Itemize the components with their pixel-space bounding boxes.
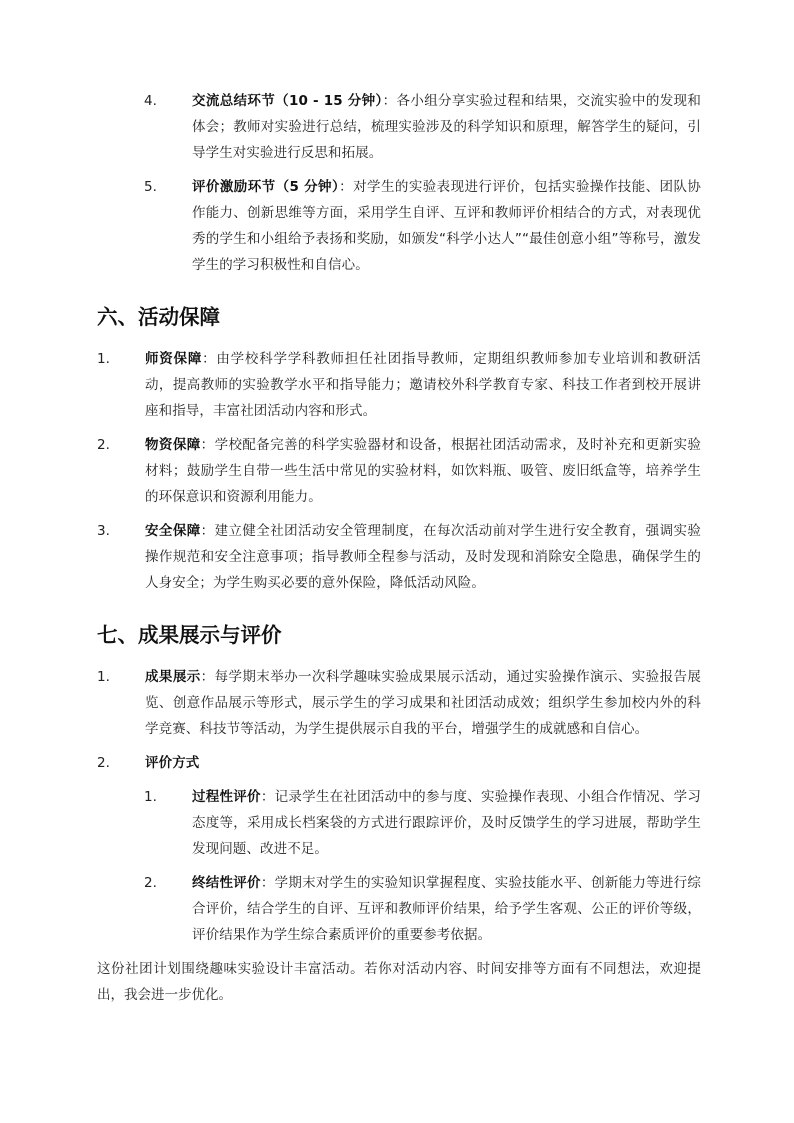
list-item: 2. 物资保障：学校配备完善的科学实验器材和设备，根据社团活动需求，及时补充和更新实验材料；鼓励学生自带一些生活中常见的实验材料，如饮料瓶、吸管、废旧纸盒等，培养学生的环保意识和资源利用能力。 xyxy=(0,432,794,510)
item-number: 1. xyxy=(97,351,110,367)
item-title: 终结性评价 xyxy=(192,875,261,891)
list-item: 1. 师资保障：由学校科学学科教师担任社团指导教师，定期组织教师参加专业培训和教研活动，提高教师的实验教学水平和指导能力；邀请校外科学教育专家、科技工作者到校开展讲座和指导，丰富社团活动内容和形式。 xyxy=(0,346,794,424)
item-title: 师资保障 xyxy=(145,351,203,367)
item-title: 物资保障 xyxy=(145,437,201,453)
section-heading: 七、成果展示与评价 xyxy=(97,623,282,647)
item-title: 评价方式 xyxy=(145,755,200,771)
item-text: 学期末对学生的实验知识掌握程度、实验技能水平、创新能力等进行综合评价，结合学生的自评、互评和教师评价结果，给予学生客观、公正的评价等级，评价结果作为学生综合素质评价的重要参考依据。 xyxy=(192,875,701,943)
item-title: 交流总结环节（10 - 15 分钟） xyxy=(192,93,383,109)
document-body xyxy=(0,88,794,1008)
item-text: 建立健全社团活动安全管理制度，在每次活动前对学生进行安全教育，强调实验操作规范和安全注意事项；指导教师全程参与活动，及时发现和消除安全隐患，确保学生的人身安全；为学生购买必要的意外保险，降低活动风险。 xyxy=(145,523,702,591)
item-number: 4. xyxy=(144,93,157,109)
closing-paragraph: 这份社团计划围绕趣味实验设计丰富活动。若你对活动内容、时间安排等方面有不同想法，欢迎提出，我会进一步优化。 xyxy=(97,961,701,1003)
list-item: 4. 交流总结环节（10 - 15 分钟）：各小组分享实验过程和结果，交流实验中的发现和体会；教师对实验进行总结，梳理实验涉及的科学知识和原理，解答学生的疑问，引导学生对实验进行反思和拓展。 xyxy=(0,88,794,166)
item-text: 学校配备完善的科学实验器材和设备，根据社团活动需求，及时补充和更新实验材料；鼓励学生自带一些生活中常见的实验材料，如饮料瓶、吸管、废旧纸盒等，培养学生的环保意识和资源利用能力。 xyxy=(145,437,702,505)
item-number: 1. xyxy=(144,789,157,805)
item-title: 安全保障 xyxy=(145,523,201,539)
item-number: 2. xyxy=(97,755,110,771)
list-item: 5. 评价激励环节（5 分钟）：对学生的实验表现进行评价，包括实验操作技能、团队协作能力、创新思维等方面，采用学生自评、互评和教师评价相结合的方式，对表现优秀的学生和小组给予表扬和奖励，如颁发“科学小达人”“最佳创意小组”等称号，激发学生的学习积极性和自信心。 xyxy=(0,174,794,278)
item-text: 由学校科学学科教师担任社团指导教师，定期组织教师参加专业培训和教研活动，提高教师的实验教学水平和指导能力；邀请校外科学教育专家、科技工作者到校开展讲座和指导，丰富社团活动内容和形式。 xyxy=(145,351,701,419)
sub-list-item: 1. 过程性评价：记录学生在社团活动中的参与度、实验操作表现、小组合作情况、学习态度等，采用成长档案袋的方式进行跟踪评价，及时反馈学生的学习进展，帮助学生发现问题、改进不足。 xyxy=(0,784,794,862)
section-heading: 六、活动保障 xyxy=(97,305,220,329)
sub-list-item: 2. 终结性评价：学期末对学生的实验知识掌握程度、实验技能水平、创新能力等进行综合评价，结合学生的自评、互评和教师评价结果，给予学生客观、公正的评价等级，评价结果作为学生综合素质评价的重要参考依据。 xyxy=(0,870,794,948)
list-item: 1. 成果展示：每学期末举办一次科学趣味实验成果展示活动，通过实验操作演示、实验报告展览、创意作品展示等形式，展示学生的学习成果和社团活动成效；组织学生参加校内外的科学竞赛、科技节等活动，为学生提供展示自我的平台，增强学生的成就感和自信心。 xyxy=(0,664,794,742)
list-item: 3. 安全保障：建立健全社团活动安全管理制度，在每次活动前对学生进行安全教育，强调实验操作规范和安全注意事项；指导教师全程参与活动，及时发现和消除安全隐患，确保学生的人身安全；为学生购买必要的意外保险，降低活动风险。 xyxy=(0,518,794,596)
item-title: 过程性评价 xyxy=(192,789,261,805)
item-number: 1. xyxy=(97,669,110,685)
item-title: 成果展示 xyxy=(145,669,201,685)
list-item xyxy=(0,750,794,776)
item-text: 各小组分享实验过程和结果，交流实验中的发现和体会；教师对实验进行总结，梳理实验涉及的科学知识和原理，解答学生的疑问，引导学生对实验进行反思和拓展。 xyxy=(192,93,701,161)
item-number: 2. xyxy=(97,437,110,453)
item-number: 2. xyxy=(144,875,157,891)
item-text: 对学生的实验表现进行评价，包括实验操作技能、团队协作能力、创新思维等方面，采用学生自评、互评和教师评价相结合的方式，对表现优秀的学生和小组给予表扬和奖励，如颁发“科学小达人”“最佳创意小组”等称号，激发学生的学习积极性和自信心。 xyxy=(192,179,702,273)
item-text: 每学期末举办一次科学趣味实验成果展示活动，通过实验操作演示、实验报告展览、创意作品展示等形式，展示学生的学习成果和社团活动成效；组织学生参加校内外的科学竞赛、科技节等活动，为学生提供展示自我的平台，增强学生的成就感和自信心。 xyxy=(145,669,702,737)
item-number: 3. xyxy=(97,523,110,539)
item-text: 记录学生在社团活动中的参与度、实验操作表现、小组合作情况、学习态度等，采用成长档案袋的方式进行跟踪评价，及时反馈学生的学习进展，帮助学生发现问题、改进不足。 xyxy=(192,789,701,857)
item-number: 5. xyxy=(144,179,157,195)
item-title: 评价激励环节（5 分钟） xyxy=(192,179,340,195)
